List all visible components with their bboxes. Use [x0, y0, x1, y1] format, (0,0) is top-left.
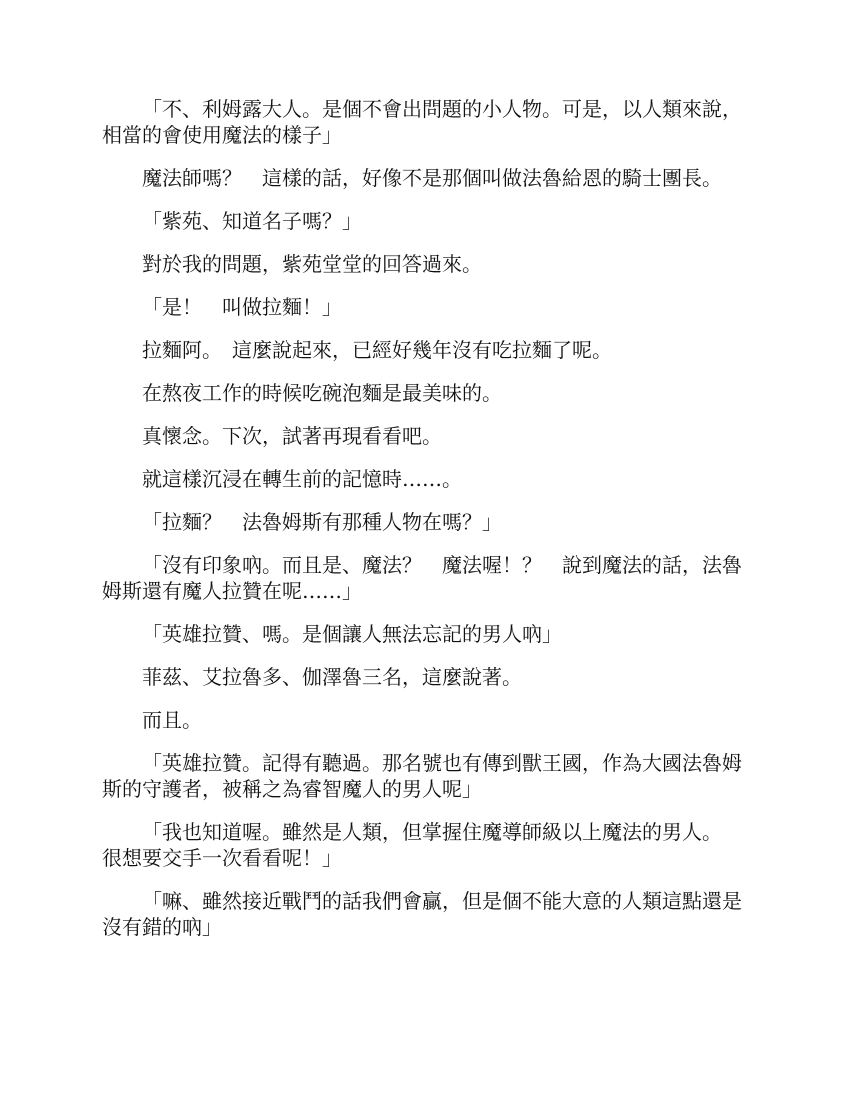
paragraph: 魔法師嗎？ 這樣的話，好像不是那個叫做法魯給恩的騎士團長。	[142, 166, 722, 190]
paragraph: 「是！ 叫做拉麵！」	[142, 295, 342, 319]
paragraph: 真懷念。下次，試著再現看看吧。	[142, 424, 442, 448]
paragraph: 「嘛、雖然接近戰鬥的話我們會贏，但是個不能大意的人類這點還是沒有錯的吶」	[102, 889, 742, 939]
paragraph: 「我也知道喔。雖然是人類，但掌握住魔導師級以上魔法的男人。 很想要交手一次看看呢！」	[102, 820, 732, 870]
paragraph: 「英雄拉贊。記得有聽過。那名號也有傳到獸王國，作為大國法魯姆斯的守護者，被稱之為睿智魔人的男人呢」	[102, 751, 742, 801]
paragraph: 拉麵阿。 這麼說起來，已經好幾年沒有吃拉麵了呢。	[142, 338, 612, 362]
document-body	[102, 96, 748, 957]
paragraph: 「不、利姆露大人。是個不會出問題的小人物。可是，以人類來說，相當的會使用魔法的樣子」	[102, 97, 742, 147]
paragraph: 菲茲、艾拉魯多、伽澤魯三名，這麼說著。	[142, 665, 522, 689]
paragraph: 「紫苑、知道名子嗎？」	[142, 209, 362, 233]
paragraph: 「沒有印象吶。而且是、魔法？ 魔法喔！？ 說到魔法的話，法魯姆斯還有魔人拉贊在呢……」	[102, 553, 742, 603]
paragraph: 「英雄拉贊、嗎。是個讓人無法忘記的男人吶」	[142, 622, 562, 646]
paragraph: 就這樣沉浸在轉生前的記憶時……。	[142, 467, 462, 491]
paragraph: 而且。	[142, 708, 202, 732]
paragraph: 對於我的問題，紫苑堂堂的回答過來。	[142, 252, 482, 276]
paragraph: 「拉麵？ 法魯姆斯有那種人物在嗎？」	[142, 510, 502, 534]
paragraph: 在熬夜工作的時候吃碗泡麵是最美味的。	[142, 381, 502, 405]
